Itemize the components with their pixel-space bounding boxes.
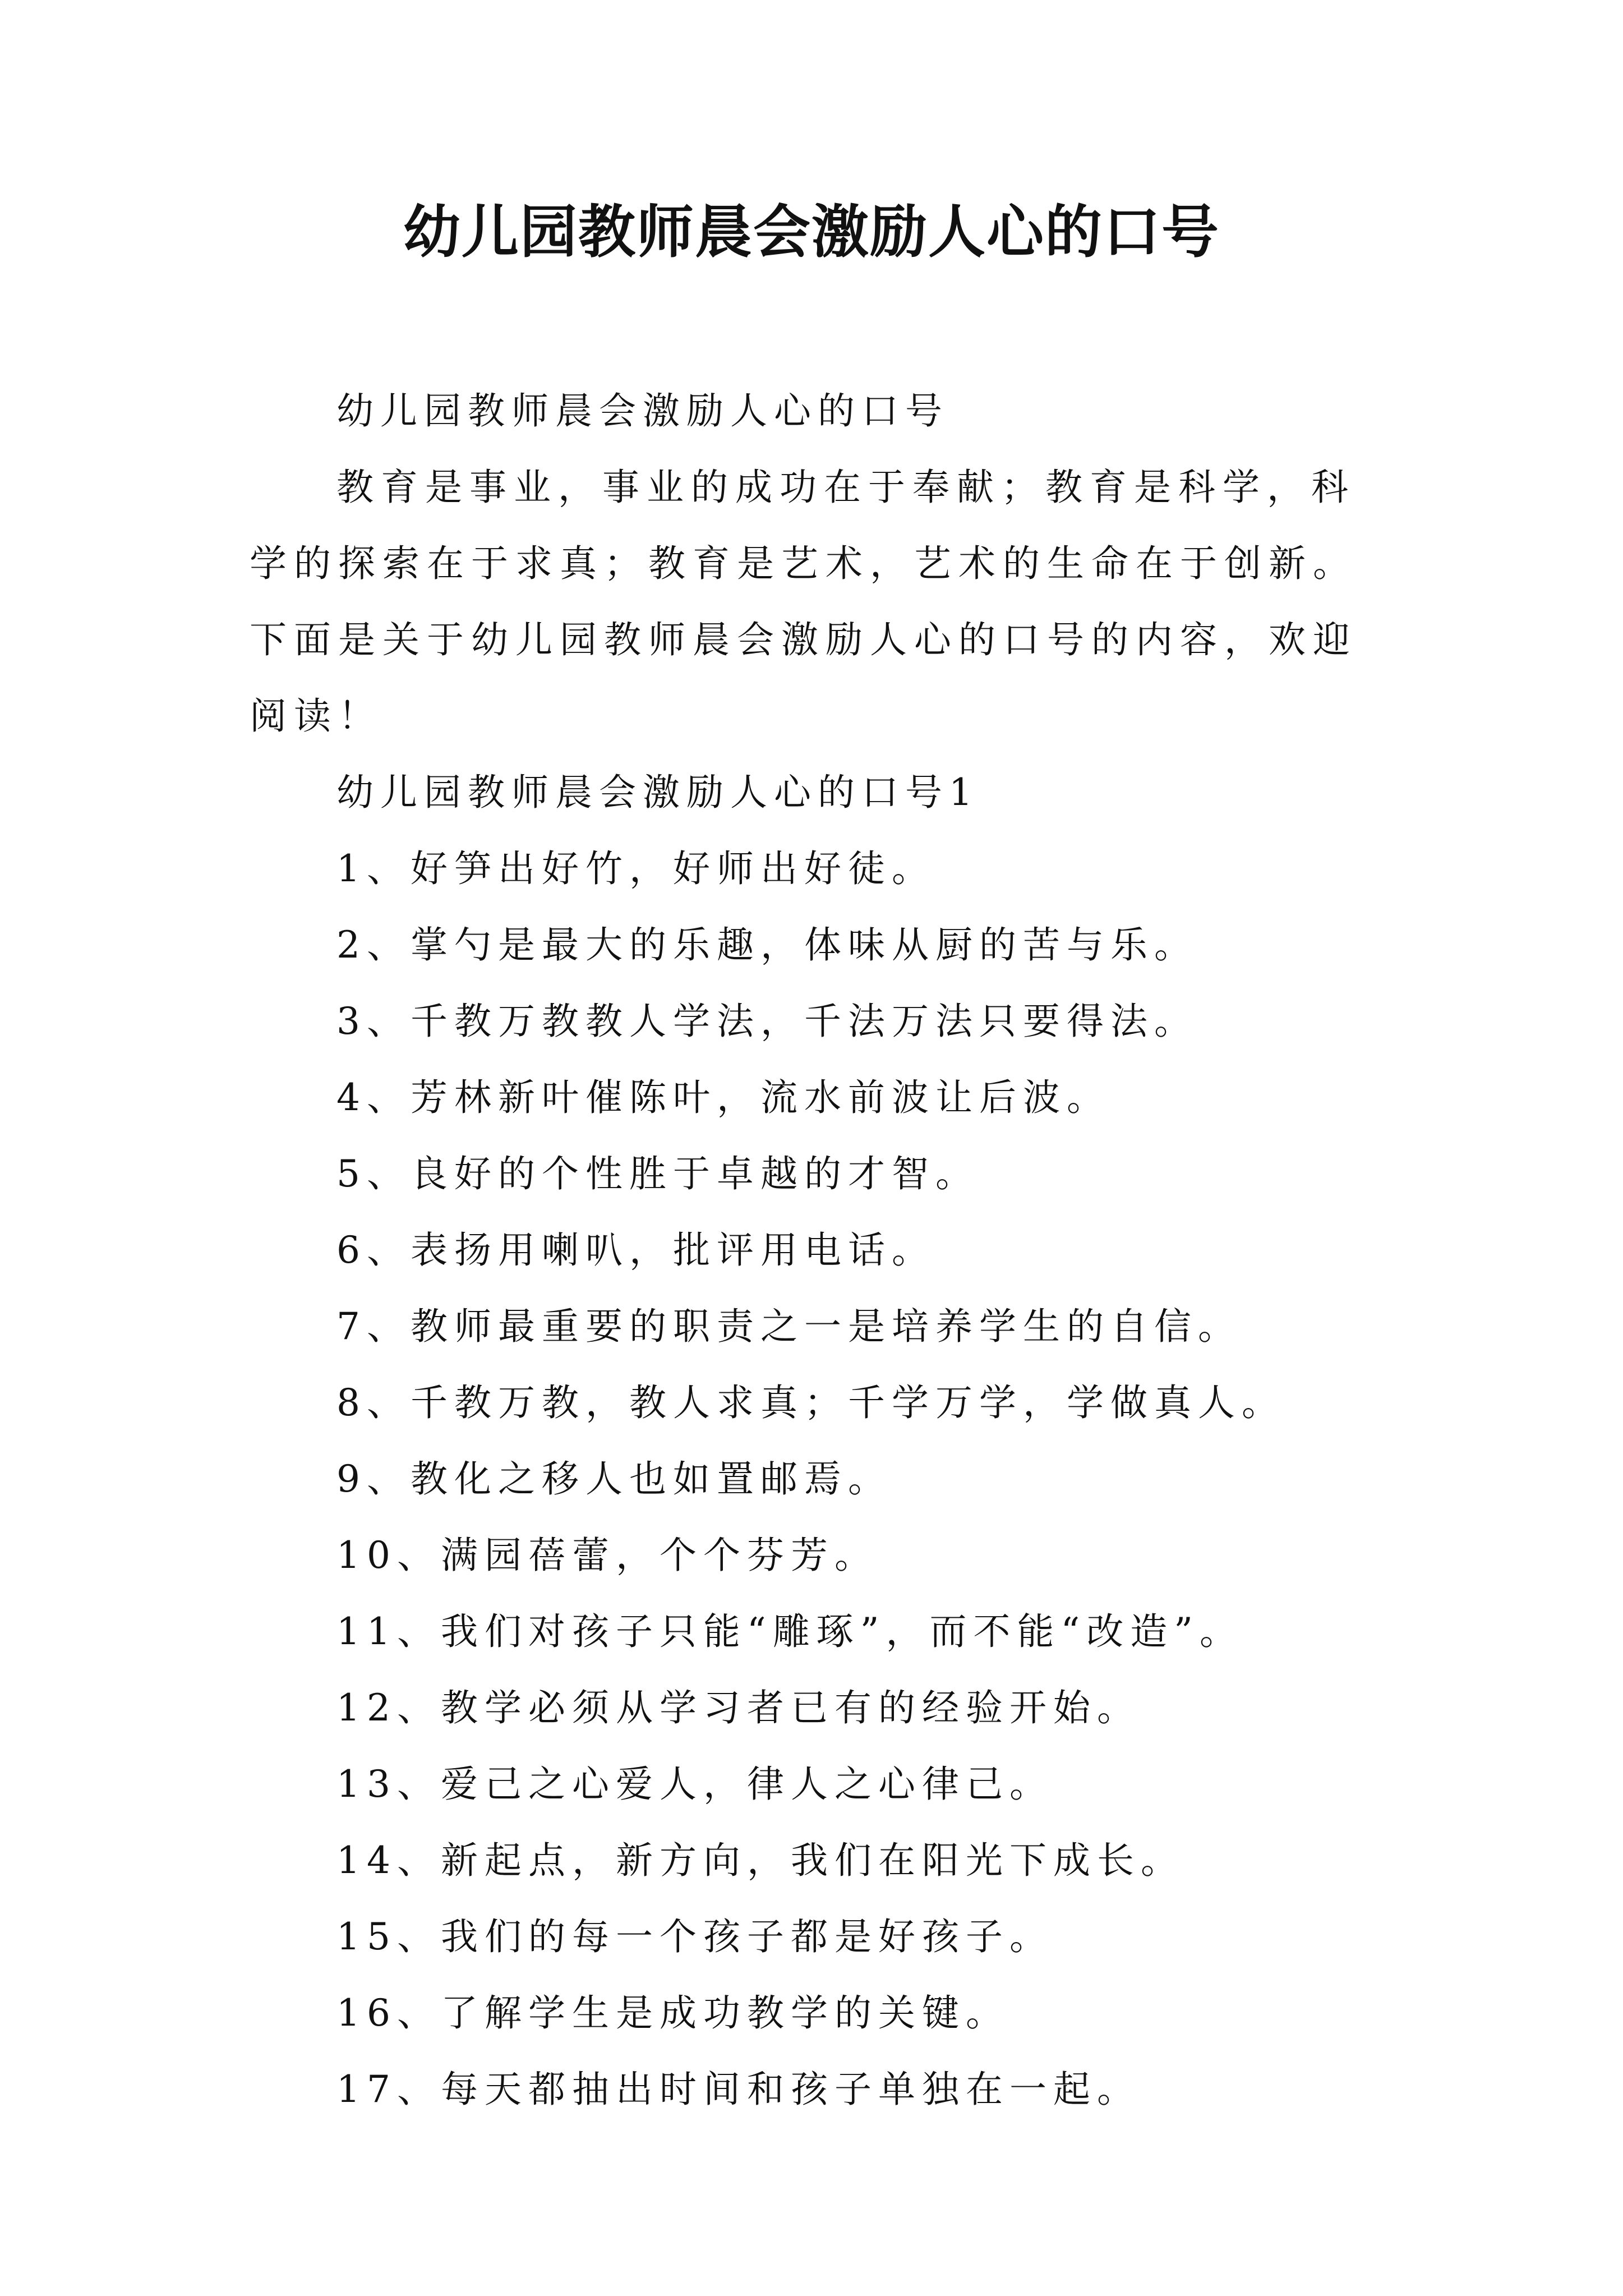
list-item: 11、我们对孩子只能“雕琢”，而不能“改造”。 xyxy=(336,1610,1243,1653)
list-item: 9、教化之移人也如置邮焉。 xyxy=(336,1457,892,1501)
section-heading: 幼儿园教师晨会激励人心的口号1 xyxy=(336,771,979,814)
list-item: 1、好笋出好竹，好师出好徒。 xyxy=(336,847,935,890)
list-item: 10、满园蓓蕾，个个芬芳。 xyxy=(336,1534,878,1577)
list-item: 5、良好的个性胜于卓越的才智。 xyxy=(336,1152,979,1195)
subtitle-paragraph: 幼儿园教师晨会激励人心的口号 xyxy=(336,389,949,432)
list-item: 12、教学必须从学习者已有的经验开始。 xyxy=(336,1686,1141,1729)
document-title: 幼儿园教师晨会激励人心的口号 xyxy=(403,199,1220,266)
list-item: 6、表扬用喇叭，批评用电话。 xyxy=(336,1228,935,1272)
list-item: 7、教师最重要的职责之一是培养学生的自信。 xyxy=(336,1305,1242,1348)
list-item: 17、每天都抽出时间和孩子单独在一起。 xyxy=(336,2068,1141,2111)
list-item: 13、爱己之心爱人，律人之心律己。 xyxy=(336,1763,1053,1806)
list-item: 4、芳林新叶催陈叶，流水前波让后波。 xyxy=(336,1076,1110,1119)
list-item: 8、千教万教，教人求真；千学万学，学做真人。 xyxy=(336,1381,1285,1424)
slogan-list xyxy=(250,831,1396,2128)
list-item: 15、我们的每一个孩子都是好孩子。 xyxy=(336,1915,1053,1958)
list-item: 16、了解学生是成功教学的关键。 xyxy=(336,1991,1009,2035)
document-body xyxy=(250,373,1396,2128)
list-item: 14、新起点，新方向，我们在阳光下成长。 xyxy=(336,1839,1184,1882)
intro-paragraph: 教育是事业，事业的成功在于奉献；教育是科学，科学的探索在于求真；教育是艺术，艺术的生命在于创新。下面是关于幼儿园教师晨会激励人心的口号的内容，欢迎阅读！ xyxy=(250,466,1357,738)
list-item: 2、掌勺是最大的乐趣，体味从厨的苦与乐。 xyxy=(336,923,1198,967)
list-item: 3、千教万教教人学法，千法万法只要得法。 xyxy=(336,1000,1198,1043)
